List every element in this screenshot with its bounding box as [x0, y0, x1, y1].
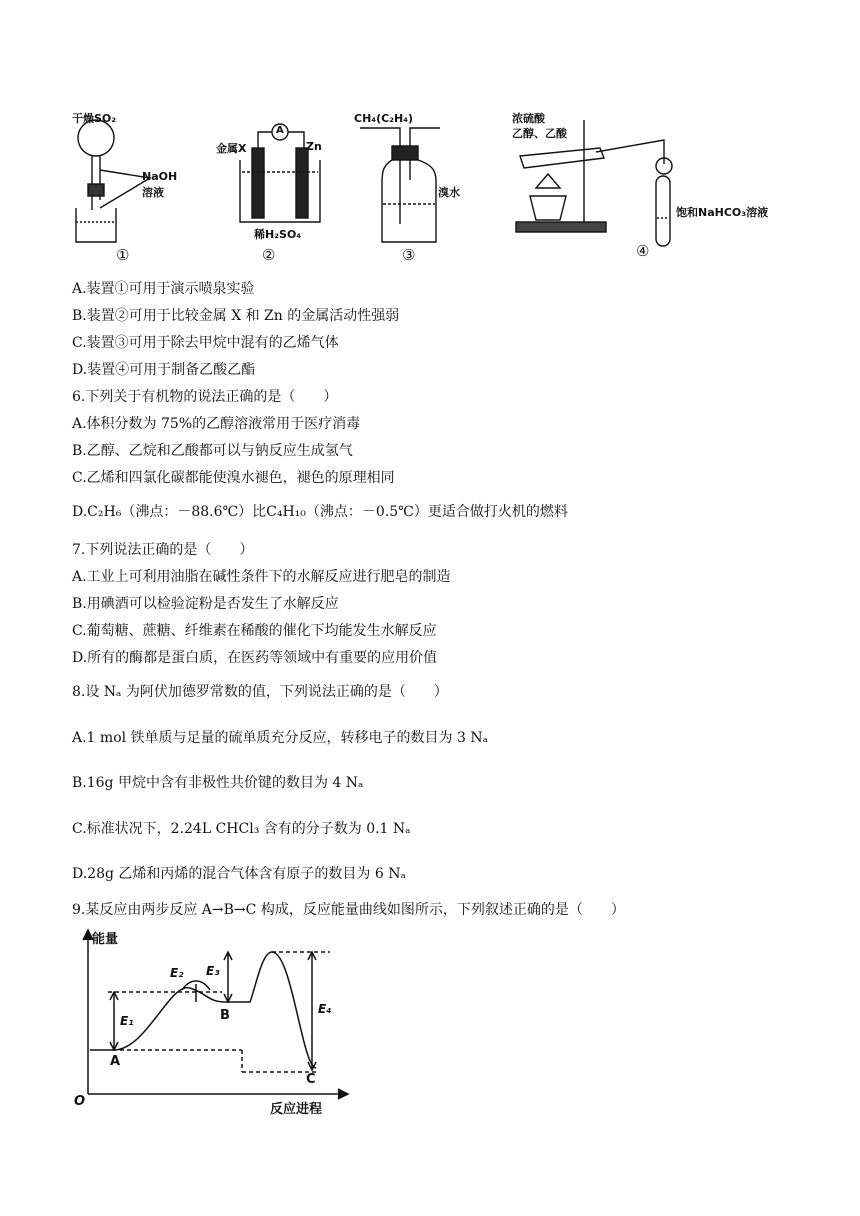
energy-diagram [60, 922, 360, 1122]
q5-option-b: B.装置②可用于比较金属 X 和 Zn 的金属活动性强弱 [72, 308, 400, 324]
apparatus2-metal-x-label: 金属X [216, 142, 247, 155]
point-b-label: B [220, 1008, 230, 1023]
q7-option-a: A.工业上可利用油脂在碱性条件下的水解反应进行肥皂的制造 [72, 569, 451, 585]
point-c-label: C [306, 1072, 316, 1087]
y-axis-label: 能量 [92, 932, 119, 947]
apparatus1-solution-label-2: 溶液 [142, 186, 164, 199]
q7-option-b: B.用碘酒可以检验淀粉是否发生了水解反应 [72, 596, 339, 612]
e1-label: E₁ [120, 1014, 134, 1028]
q5-option-c: C.装置③可用于除去甲烷中混有的乙烯气体 [72, 335, 339, 351]
x-axis-label: 反应进程 [270, 1102, 323, 1117]
origin-label: O [74, 1094, 86, 1109]
apparatus4-reagent2-label: 乙醇、乙酸 [512, 127, 567, 140]
energy-diagram-drawing [60, 922, 360, 1122]
q9-stem: 9.某反应由两步反应 A→B→C 构成，反应能量曲线如图所示，下列叙述正确的是（ ） [72, 902, 625, 918]
q8-option-c: C.标准状况下，2.24L CHCl₃ 含有的分子数为 0.1 Nₐ [72, 821, 411, 837]
apparatus3-liquid-label: 溴水 [438, 186, 460, 199]
q8-option-d: D.28g 乙烯和丙烯的混合气体含有原子的数目为 6 Nₐ [72, 866, 406, 882]
e4-label: E₄ [318, 1002, 332, 1016]
q5-option-a: A.装置①可用于演示喷泉实验 [72, 281, 255, 297]
apparatus2-zn-label: Zn [306, 140, 322, 153]
q6-option-a: A.体积分数为 75%的乙醇溶液常用于医疗消毒 [72, 416, 361, 432]
apparatus4-reagent1-label: 浓硫酸 [512, 112, 545, 125]
q6-option-c: C.乙烯和四氯化碳都能使溴水褪色，褪色的原理相同 [72, 470, 395, 486]
q5-option-d: D.装置④可用于制备乙酸乙酯 [72, 362, 256, 378]
q7-option-c: C.葡萄糖、蔗糖、纤维素在稀酸的催化下均能发生水解反应 [72, 623, 437, 639]
apparatus2-acid-label: 稀H₂SO₄ [254, 228, 302, 241]
apparatus-figure [0, 100, 860, 270]
apparatus1-gas-label: 干燥SO₂ [72, 112, 117, 125]
q8-option-b: B.16g 甲烷中含有非极性共价键的数目为 4 Nₐ [72, 775, 364, 791]
apparatus1-number: ① [116, 246, 130, 264]
apparatus3-number: ③ [402, 246, 416, 264]
point-a-label: A [110, 1054, 121, 1069]
e3-label: E₃ [206, 964, 220, 978]
apparatus-drawings [0, 100, 860, 270]
apparatus4-number: ④ [636, 242, 650, 260]
q6-stem: 6.下列关于有机物的说法正确的是（ ） [72, 389, 338, 405]
e2-label: E₂ [170, 966, 184, 980]
apparatus2-number: ② [262, 246, 276, 264]
q6-option-b: B.乙醇、乙烷和乙酸都可以与钠反应生成氢气 [72, 443, 353, 459]
q8-stem: 8.设 Nₐ 为阿伏加德罗常数的值，下列说法正确的是（ ） [72, 684, 448, 700]
apparatus4-receiver-label: 饱和NaHCO₃溶液 [676, 206, 769, 219]
q7-option-d: D.所有的酶都是蛋白质，在医药等领域中有重要的应用价值 [72, 650, 438, 666]
apparatus1-solution-label: NaOH [142, 170, 178, 183]
ammeter-label: A [276, 125, 284, 136]
x-axis-arrow [338, 1089, 348, 1099]
q6-option-d: D.C₂H₆（沸点：－88.6℃）比C₄H₁₀（沸点：－0.5℃）更适合做打火机的燃料 [72, 504, 568, 520]
q7-stem: 7.下列说法正确的是（ ） [72, 542, 254, 558]
q8-option-a: A.1 mol 铁单质与足量的硫单质充分反应，转移电子的数目为 3 Nₐ [72, 730, 489, 746]
apparatus3-gas-label: CH₄(C₂H₄) [354, 112, 414, 125]
